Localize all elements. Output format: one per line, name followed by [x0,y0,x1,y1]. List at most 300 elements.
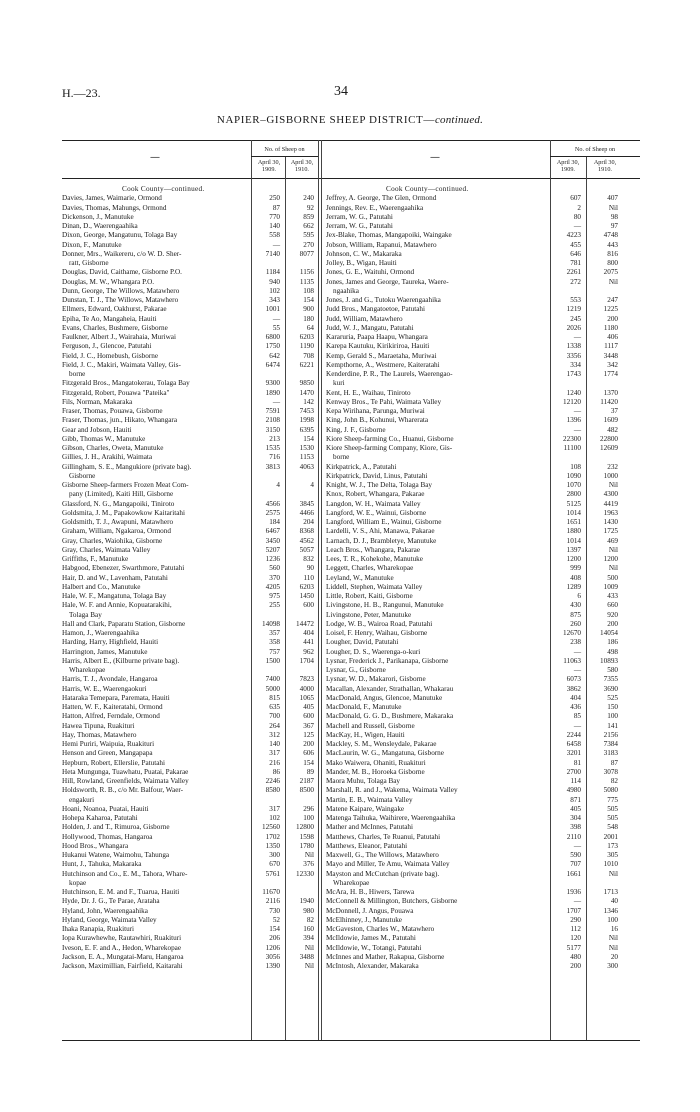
owner-name: Griffiths, F., Manutuke [62,555,129,563]
sheep-1909: 184 [269,518,280,526]
table-row [62,583,318,592]
owner-name: Hollywood, Thomas, Hangaroa [62,832,153,841]
sheep-1909: 102 [269,286,280,295]
table-row [62,666,318,675]
table-row [326,361,626,370]
sheep-1910: 305 [607,851,618,859]
sheep-1910: 407 [607,194,618,203]
table-row [62,722,318,731]
sheep-1909: 216 [269,758,280,767]
sheep-1910: 150 [607,703,618,711]
left-col1-header: April 30, 1909. [257,159,281,173]
sheep-1909: 6073 [566,675,581,684]
sheep-1909: — [573,666,581,674]
sheep-1910: 3845 [299,499,314,508]
sheep-1909: — [573,222,581,230]
table-row [326,666,626,675]
title-suffix: continued. [434,114,484,126]
table-row [326,204,626,213]
sheep-1909: 3150 [265,425,280,434]
table-row [62,324,318,333]
sheep-1909: 1707 [566,906,581,915]
table-row [62,278,318,287]
table-row [62,916,318,925]
owner-name: Faulkner, Albert J., Wairahaia, Muriwai [62,333,176,341]
table-row [62,389,318,398]
table-row [326,648,626,657]
sheep-1910: 433 [607,592,618,600]
table-row [62,823,318,832]
owner-name: Glassford, N. G., Mangapoiki, Tiniroto [62,499,175,508]
sheep-1910: 816 [607,249,618,258]
sheep-1909: 312 [269,730,280,739]
sheep-1910: 7355 [603,675,618,684]
sheep-1910: 505 [607,814,618,822]
sheep-1910: 300 [607,962,618,970]
sheep-1909: — [272,397,280,406]
right-group-header: No. of Sheep on [574,146,616,153]
sheep-1910: 3448 [603,351,618,360]
right-group-subrule [550,156,640,157]
sheep-1909: 5177 [566,943,581,952]
sheep-1910: 500 [607,573,618,582]
sheep-1909: 4205 [265,582,280,591]
sheep-1910: 10893 [600,656,618,665]
table-row [326,768,626,777]
owner-name: Henson and Green, Mangapapa [62,749,153,758]
table-row [62,592,318,601]
sheep-1909: 55 [272,323,280,332]
owner-name: Graham, William, Ngakaroa, Ormond [62,527,171,536]
sheep-1909: 120 [570,934,581,943]
sheep-1909: — [573,897,581,906]
sheep-1909: 6458 [566,740,581,748]
table-row [62,777,318,786]
table-row [326,888,626,897]
sheep-1909: 114 [570,777,581,785]
owner-name: Epiha, Te Ao, Mangaheia, Hauiti [62,314,157,323]
owner-name: Hay, Thomas, Matawhero [62,730,137,739]
owner-name: Jones, J. and G., Tutoku Waerengaahika [326,296,441,304]
owner-name: McElhinney, J., Manutuke [326,915,402,924]
owner-name: Jones, James and George, Taureka, Waere- [326,277,449,286]
owner-name: King, J. F., Gisborne [326,425,386,434]
sheep-1910: 180 [303,314,314,323]
sheep-1909: 3813 [265,462,280,471]
sheep-1910: 1346 [603,906,618,915]
sheep-1910: 100 [607,915,618,924]
table-row [326,194,626,203]
table-row [326,444,626,453]
table-row [326,907,626,916]
sheep-1910: 89 [306,767,314,776]
table-row [326,592,626,601]
sheep-1910: 832 [303,555,314,563]
sheep-1910: 1180 [603,323,618,332]
sheep-1909: 238 [570,638,581,647]
sheep-1909: 757 [269,647,280,656]
sheep-1909: 358 [269,638,280,647]
sheep-1910: 580 [607,666,618,674]
sheep-1910: 125 [303,730,314,739]
sheep-1909: 1206 [265,943,280,952]
sheep-1910: 1000 [603,471,618,480]
sheep-1909: 343 [269,296,280,304]
table-row [62,749,318,758]
sheep-1910: 14472 [296,619,314,628]
sheep-1910: 4466 [299,508,314,517]
table-row [326,398,626,407]
sheep-1909: 108 [570,462,581,471]
table-row [326,814,626,823]
table-row [62,768,318,777]
sheep-1910: 4562 [299,536,314,545]
sheep-1910: 37 [610,407,618,415]
owner-name: Ferguson, J., Glencoe, Patutahi [62,342,152,351]
table-row [326,675,626,684]
sheep-1910: 367 [303,721,314,730]
owner-name: Hale, W. F., Mangatuna, Tolaga Bay [62,592,167,600]
table-row [326,934,626,943]
table-row [62,398,318,407]
sheep-1910: 1774 [603,370,618,378]
owner-name: Jones, G. E., Waituhi, Ormond [326,268,415,277]
sheep-1909: 642 [269,351,280,360]
left-col2-header: April 30, 1910. [290,159,314,173]
table-row [326,407,626,416]
sheep-1910: 247 [607,296,618,304]
sheep-1910: 4000 [299,684,314,693]
owner-name: Hyland, John, Waerengaahika [62,906,148,915]
table-row [62,555,318,564]
table-row [326,620,626,629]
sheep-1910: 9850 [299,379,314,388]
sheep-1909: — [573,425,581,434]
owner-name: Kiore Sheep-farming Co., Huanui, Gisborne [326,434,454,443]
owner-name: McIldowie, W., Totangi, Patutahi [326,943,422,952]
owner-name: Jeffrey, A. George, The Glen, Ormond [326,194,437,203]
sheep-1910: 800 [607,259,618,267]
sheep-1910: 1998 [299,416,314,425]
owner-name: Knox, Robert, Whangara, Pakarae [326,490,425,499]
owner-name: Douglas, David, Caithame, Gisborne P.O. [62,268,182,277]
sheep-1909: 7591 [265,407,280,415]
table-row [326,685,626,694]
county-heading [326,185,626,194]
sheep-1909: 3862 [566,684,581,693]
owner-name: Marshall, R. and J., Wakema, Waimata Valley [326,786,458,795]
sheep-1910: 1370 [603,388,618,397]
table-row [62,527,318,536]
sheep-1910: 660 [607,601,618,610]
sheep-1910: 708 [303,351,314,360]
sheep-1909: 646 [570,249,581,258]
sheep-1909: 272 [570,277,581,286]
sheep-1909: — [573,721,581,730]
owner-name: Fitzgerald Bros., Mangatokerau, Tolaga Bay [62,379,190,388]
sheep-1910: 962 [303,647,314,656]
sheep-1910: 1153 [299,453,314,462]
owner-name: Hoani, Noanoa, Puatai, Hauiti [62,804,149,813]
owner-name: McGaveston, Charles W., Matawhero [326,925,435,933]
sheep-1910: 7453 [299,407,314,415]
page-reference: H.—23. [62,86,101,100]
owner-name: Donner, Mrs., Waikereru, c/o W. D. Sher- [62,249,182,258]
table-row [62,842,318,851]
owner-name: borne [69,370,86,378]
sheep-1910: 859 [303,212,314,221]
sheep-1910: 7823 [299,675,314,684]
table-row [62,675,318,684]
sheep-1910: Nil [608,545,618,554]
table-row [62,638,318,647]
table-row [62,805,318,814]
owner-name: Livingstone, Peter, Manutuke [326,610,412,619]
owner-name: Knight, W. J., The Delta, Tolaga Bay [326,481,433,489]
sheep-1910: 505 [607,804,618,813]
owner-name: Hood Bros., Whangara [62,841,129,850]
owner-name: Holden, J. and T., Rimuroa, Gisborne [62,823,170,832]
left-name-header: — [150,152,160,163]
sheep-1909: 3056 [265,952,280,961]
left-col-divider-c [318,140,319,1040]
sheep-1910: 11420 [600,397,618,406]
owner-name: Little, Robert, Kaiti, Gisborne [326,592,413,600]
sheep-1909: 1184 [265,268,280,277]
sheep-1909: 140 [269,740,280,748]
sheep-1910: 5057 [299,545,314,554]
sheep-1909: 455 [570,240,581,249]
owner-name: Kent, H. E., Waihau, Tiniroto [326,388,411,397]
sheep-1910: 1135 [299,277,314,286]
table-row [326,555,626,564]
sheep-1910: Nil [304,943,314,952]
sheep-1910: 595 [303,231,314,240]
owner-name: Gillingham, S. E., Mangukiore (private bag). [62,462,192,471]
sheep-1909: 1014 [566,536,581,545]
owner-name: MacDonald, F., Manutuke [326,703,402,711]
sheep-1910: 16 [610,925,618,933]
owner-name: Lougher, David, Patutahi [326,638,399,647]
table-row [326,352,626,361]
table-row [326,740,626,749]
sheep-1910: 2075 [603,268,618,277]
table-row [326,389,626,398]
sheep-1909: 815 [269,693,280,702]
sheep-1909: 5000 [265,684,280,693]
owner-name: Gibson, Charles, Oweta, Manutuke [62,444,164,452]
sheep-1910: Nil [304,962,314,970]
table-row [326,842,626,851]
sheep-1910: 394 [303,934,314,943]
owner-name: MacDonald, G. G. D., Bushmere, Makaraka [326,712,454,721]
sheep-1909: 300 [269,851,280,859]
sheep-1909: 1350 [265,841,280,850]
sheep-1909: 213 [269,434,280,443]
table-row [326,546,626,555]
sheep-1909: 1880 [566,527,581,536]
owner-name: Field, J. C., Makiri, Waimata Valley, Gis- [62,360,181,369]
owner-name: Gray, Charles, Waiohika, Gisborne [62,536,163,545]
table-row [326,583,626,592]
owner-name: Hukanui Watene, Waimohu, Tahunga [62,851,170,859]
table-row [62,620,318,629]
owner-name: Hall and Clark, Paparatu Station, Gisborne [62,619,186,628]
sheep-1910: 154 [303,758,314,767]
sheep-1909: 707 [570,860,581,869]
sheep-1909: 12120 [563,397,581,406]
owner-name: Lougher, D. S., Waerenga-o-kuri [326,647,421,656]
table-row [62,944,318,953]
owner-name: Hatton, Alfred, Ferndale, Ormond [62,712,160,721]
owner-name: Hutchinson and Co., E. M., Tahora, Whare- [62,869,188,878]
owner-name: Fraser, Thomas, Pouawa, Gisborne [62,407,163,415]
table-row [326,259,626,268]
sheep-1909: — [272,314,280,323]
sheep-1909: 1338 [566,342,581,351]
owner-name: McDonnell, J. Angus, Pouawa [326,906,414,915]
sheep-1909: 405 [570,804,581,813]
table-row [62,204,318,213]
owner-name: Harrington, James, Manutuke [62,647,148,656]
sheep-1910: 662 [303,222,314,230]
sheep-1909: 290 [570,915,581,924]
sheep-1910: 405 [303,703,314,711]
sheep-1909: 304 [570,814,581,822]
sheep-1910: 6203 [299,582,314,591]
table-row [326,574,626,583]
owner-name: Ihaka Ranapia, Ruakituri [62,925,135,933]
sheep-1909: 430 [570,601,581,610]
sheep-1909: 370 [269,573,280,582]
owner-name: Mako Waiwera, Ohaniti, Ruakituri [326,758,426,767]
table-row [326,426,626,435]
table-row [62,611,318,620]
owner-name: Wharekopae [333,878,370,887]
sheep-1909: 1397 [566,545,581,554]
sheep-1910: 108 [303,286,314,295]
owner-name: Jobson, William, Rapanui, Matawhero [326,240,437,249]
sheep-1909: — [573,333,581,341]
owner-name: Iveson, E. F. and A., Hedon, Wharekopae [62,943,182,952]
table-row [62,370,318,379]
table-row [326,509,626,518]
owner-name: Jerram, W. G., Patutahi [326,212,393,221]
sheep-1909: 4 [276,481,280,489]
owner-name: McInnes and Mather, Rakapua, Gisborne [326,952,445,961]
owner-name: Lysnar, W. D., Makarori, Gisborne [326,675,426,684]
sheep-1910: 406 [607,333,618,341]
title-text: NAPIER–GISBORNE SHEEP DISTRICT— [216,114,435,126]
owner-name: Leyland, W., Manutuke [326,573,394,582]
sheep-1909: 1090 [566,471,581,480]
owner-name: Field, J. C., Homebush, Gisborne [62,351,159,360]
table-row [326,860,626,869]
owner-name: Hohepa Kaharoa, Patutahi [62,814,138,822]
sheep-1909: 558 [269,231,280,240]
owner-name: Lysnar, G., Gisborne [326,666,386,674]
sheep-1910: 1530 [299,444,314,452]
sheep-1909: 700 [269,712,280,721]
sheep-1910: 142 [303,397,314,406]
owner-name: Tolaga Bay [69,610,102,619]
sheep-1910: 1200 [603,555,618,563]
sheep-1909: — [573,841,581,850]
sheep-1909: 206 [269,934,280,943]
owner-name: Machell and Russell, Gisborne [326,721,415,730]
sheep-1909: 607 [570,194,581,203]
sheep-1910: Nil [608,277,618,286]
sheep-1910: 20 [610,952,618,961]
table-row [62,629,318,638]
owner-name: Maxwell, G., The Willows, Matawhero [326,851,439,859]
owner-name: Hale, W. F. and Annie, Kopuatarakihi, [62,601,172,610]
owner-name: Gear and Jobson, Hauiti [62,425,132,434]
sheep-1909: 7140 [265,249,280,258]
owner-name: Mather and McInnes, Patutahi [326,823,414,832]
table-row [326,629,626,638]
owner-name: Gisborne Sheep-farmers Frozen Meat Com- [62,481,189,489]
sheep-1910: 482 [607,425,618,434]
owner-name: Hyde, Dr. J. G., Te Parae, Arataha [62,897,160,906]
owner-name: Jackson, Maximillian, Fairfield, Kaitarahi [62,962,183,970]
table-row [326,712,626,721]
table-row [326,481,626,490]
sheep-1910: 240 [303,194,314,203]
sheep-1909: 264 [269,721,280,730]
sheep-1909: 140 [269,222,280,230]
sheep-1910: 22800 [600,434,618,443]
table-row [326,759,626,768]
table-row [326,500,626,509]
sheep-1909: 2700 [566,767,581,776]
table-row [326,241,626,250]
sheep-1910: 4 [310,481,314,489]
table-row [62,712,318,721]
sheep-1910: 1225 [603,305,618,314]
owner-name: MacLaurin, W. G., Mangatuna, Gisborne [326,749,444,758]
sheep-1909: 22300 [563,434,581,443]
table-row [326,296,626,305]
sheep-1910: 3078 [603,767,618,776]
sheep-1909: 6467 [265,527,280,536]
table-row [326,601,626,610]
sheep-1909: 2246 [265,777,280,785]
table-row [326,564,626,573]
owner-name: Iopa Kurawhewhe, Rautawhiri, Ruakituri [62,934,182,943]
table-row [62,851,318,860]
sheep-1909: 1014 [566,508,581,517]
sheep-1909: 716 [269,453,280,462]
sheep-1909: 2244 [566,730,581,739]
sheep-1909: 1500 [265,656,280,665]
sheep-1910: Nil [608,203,618,212]
owner-name: McConnell & Millington, Butchers, Gisborne [326,897,458,906]
sheep-1910: 342 [607,360,618,369]
table-row [62,352,318,361]
sheep-1910: 200 [303,740,314,748]
sheep-1910: 1470 [299,388,314,397]
table-row [326,786,626,795]
table-row [62,740,318,749]
table-row [62,648,318,657]
sheep-1909: 85 [573,712,581,721]
table-row [62,342,318,351]
owner-name: Matenga Taihuka, Waihirere, Waerengaahika [326,814,456,822]
sheep-1909: 1070 [566,481,581,489]
sheep-1910: 100 [303,814,314,822]
table-row [62,259,318,268]
